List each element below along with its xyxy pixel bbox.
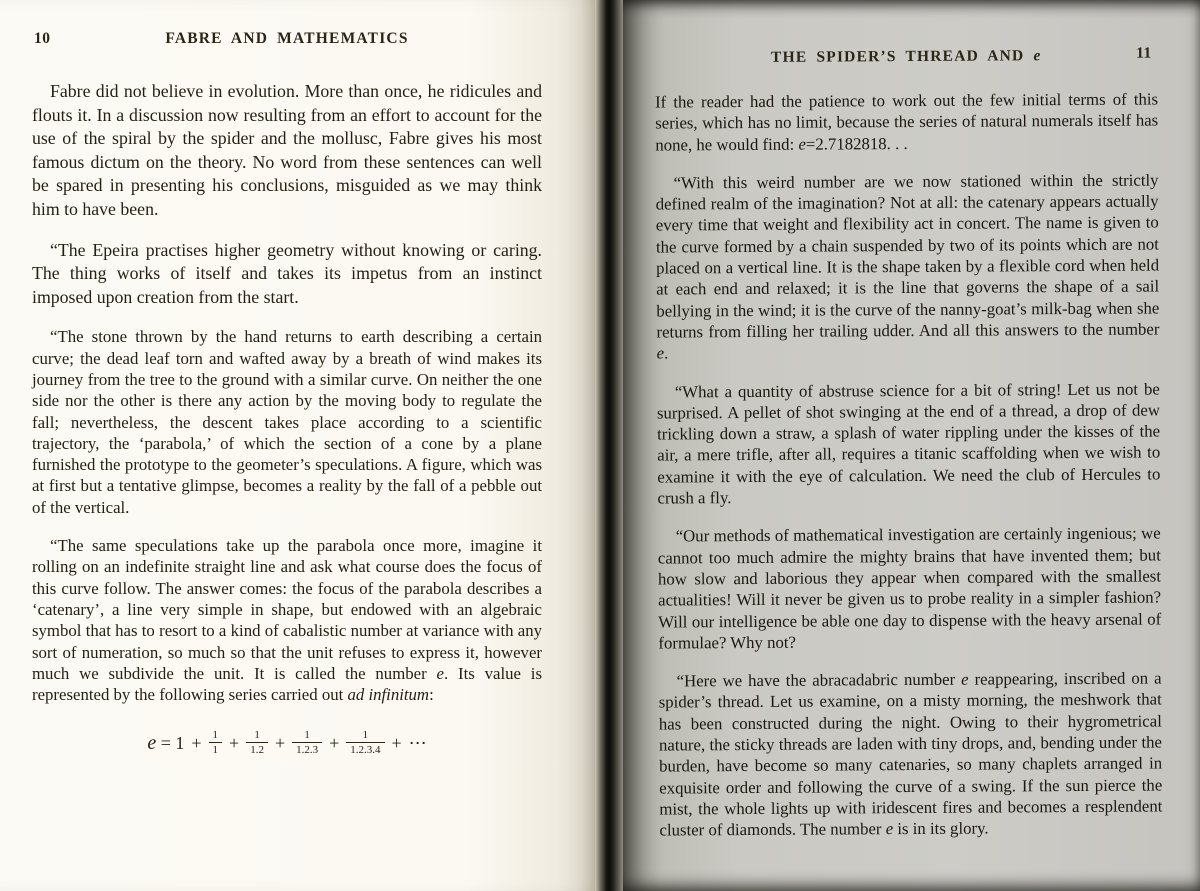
euler-series-formula: e = 1 + $\frac{1}{1}$ + $\frac{1}{1.2}$ + $\frac{1}{1.2.3}$ + $\frac{1}{1.2.3.4}$ + ⋯ bbox=[147, 729, 427, 757]
right-running-title-e: e bbox=[1033, 47, 1042, 65]
paragraph: “The same speculations take up the parabola once more, imagine it rolling on an indefinite straight line and ask what course does the focus of this curve follow. The answer comes: the focus of the parabola describes a ‘catenary’, a line very simple in shape, but endowed with an algebraic symbol that has to resort to a kind of cabalistic number at variance with any sort of numeration, so much so that the unit refuses to express it, however much we subdivide the unit. It is called the number e. Its value is represented by the following series carried out ad infinitum: bbox=[32, 536, 542, 705]
paragraph: If the reader had the patience to work out the few initial terms of this series, which has no limit, because the series of natural numerals itself has none, he would find: e=2.7182818. . . bbox=[654, 89, 1159, 155]
right-running-title bbox=[655, 46, 1158, 67]
fraction: $\frac{1}{1.2.3}$ bbox=[292, 729, 322, 756]
right-page bbox=[623, 0, 1200, 891]
left-running-title: FABRE AND MATHEMATICS bbox=[165, 30, 409, 47]
left-running-head bbox=[32, 28, 542, 52]
paragraph: Fabre did not believe in evolution. More than once, he ridicules and flouts it. In a discussion now resulting from an effort to account for the use of the spiral by the spider and the mollusc, Fabre gives his most famous dictum on the theory. No word from these sentences can well be spared in presenting his conclusions, misguided as we may think him to have been. bbox=[32, 81, 542, 219]
right-running-title-text: THE SPIDER’S THREAD AND bbox=[770, 47, 1034, 66]
right-running-head bbox=[655, 44, 1158, 69]
fraction: $\frac{1}{1.2}$ bbox=[246, 729, 268, 756]
fraction: $\frac{1}{1.2.3.4}$ bbox=[346, 729, 384, 756]
right-page-number: 11 bbox=[1136, 44, 1152, 62]
paragraph: “The stone thrown by the hand returns to earth describing a certain curve; the dead leaf torn and wafted away by a breath of wind makes its journey from the tree to the ground with a similar curve. On neither the one side nor the other is there any action by the moving body to regulate the fall; nevertheless, the descent takes place according to a scientific trajectory, the ‘parabola,’ of which the section of a cone by a plane furnished the prototype to the geometer’s speculations. A figure, which was at first but a tentative glimpse, becomes a reality by the fall of a pebble out of the vertical. bbox=[32, 327, 542, 517]
book-gutter bbox=[595, 0, 623, 891]
fraction: $\frac{1}{1}$ bbox=[209, 729, 223, 756]
paragraph: “Our methods of mathematical investigation are certainly ingenious; we cannot too much admire the mighty brains that have invented them; but how slow and laborious they appear when compared with the smallest actualities! Will it never be given us to probe reality in a simpler fashion? Will our intelligence be able one day to dispense with the heavy arsenal of formulae? Why not? bbox=[657, 523, 1162, 653]
left-page-number: 10 bbox=[34, 30, 51, 47]
paragraph: “What a quantity of abstruse science for a bit of string! Let us not be surprised. A pellet of shot swinging at the end of a thread, a drop of dew trickling down a straw, a splash of water rippling under the kisses of the air, a mere trifle, after all, requires a titanic scaffolding when we wish to examine it with the eye of calculation. We need the club of Hercules to crush a fly. bbox=[656, 379, 1161, 508]
paragraph: “The Epeira practises higher geometry without knowing or caring. The thing works of itself and takes its impetus from an instinct imposed upon creation from the start. bbox=[32, 239, 542, 307]
right-page-body bbox=[655, 88, 1163, 841]
left-page-content bbox=[0, 0, 600, 758]
left-page-body bbox=[32, 80, 542, 705]
right-page-content bbox=[620, 0, 1200, 841]
paragraph: “Here we have the abracadabric number e reappearing, inscribed on a spider’s thread. Let us examine, on a misty morning, the meshwork that has been constructed during the night. Owing to their hygrometrical nature, the sticky threads are laden with tiny drops, and, bending under the burden, have become so many catenaries, so many chaplets arranged in exquisite order and following the curve of a swing. If the sun pierce the mist, the whole lights up with iridescent fires and becomes a resplendent cluster of diamonds. The number e is in its glory. bbox=[658, 668, 1163, 840]
paragraph: “With this weird number are we now stationed within the strictly defined realm of the imagination? Not at all: the catenary appears actually every time that weight and flexibility act in concert. The name is given to the curve formed by a chain suspended by two of its points which are not placed on a vertical line. It is the shape taken by a flexible cord when held at each end and relaxed; it is the line that governs the shape of a sail bellying in the wind; it is the curve of the nanny-goat’s milk-bag when she returns from filling her trailing udder. And all this answers to the number e. bbox=[655, 170, 1160, 363]
